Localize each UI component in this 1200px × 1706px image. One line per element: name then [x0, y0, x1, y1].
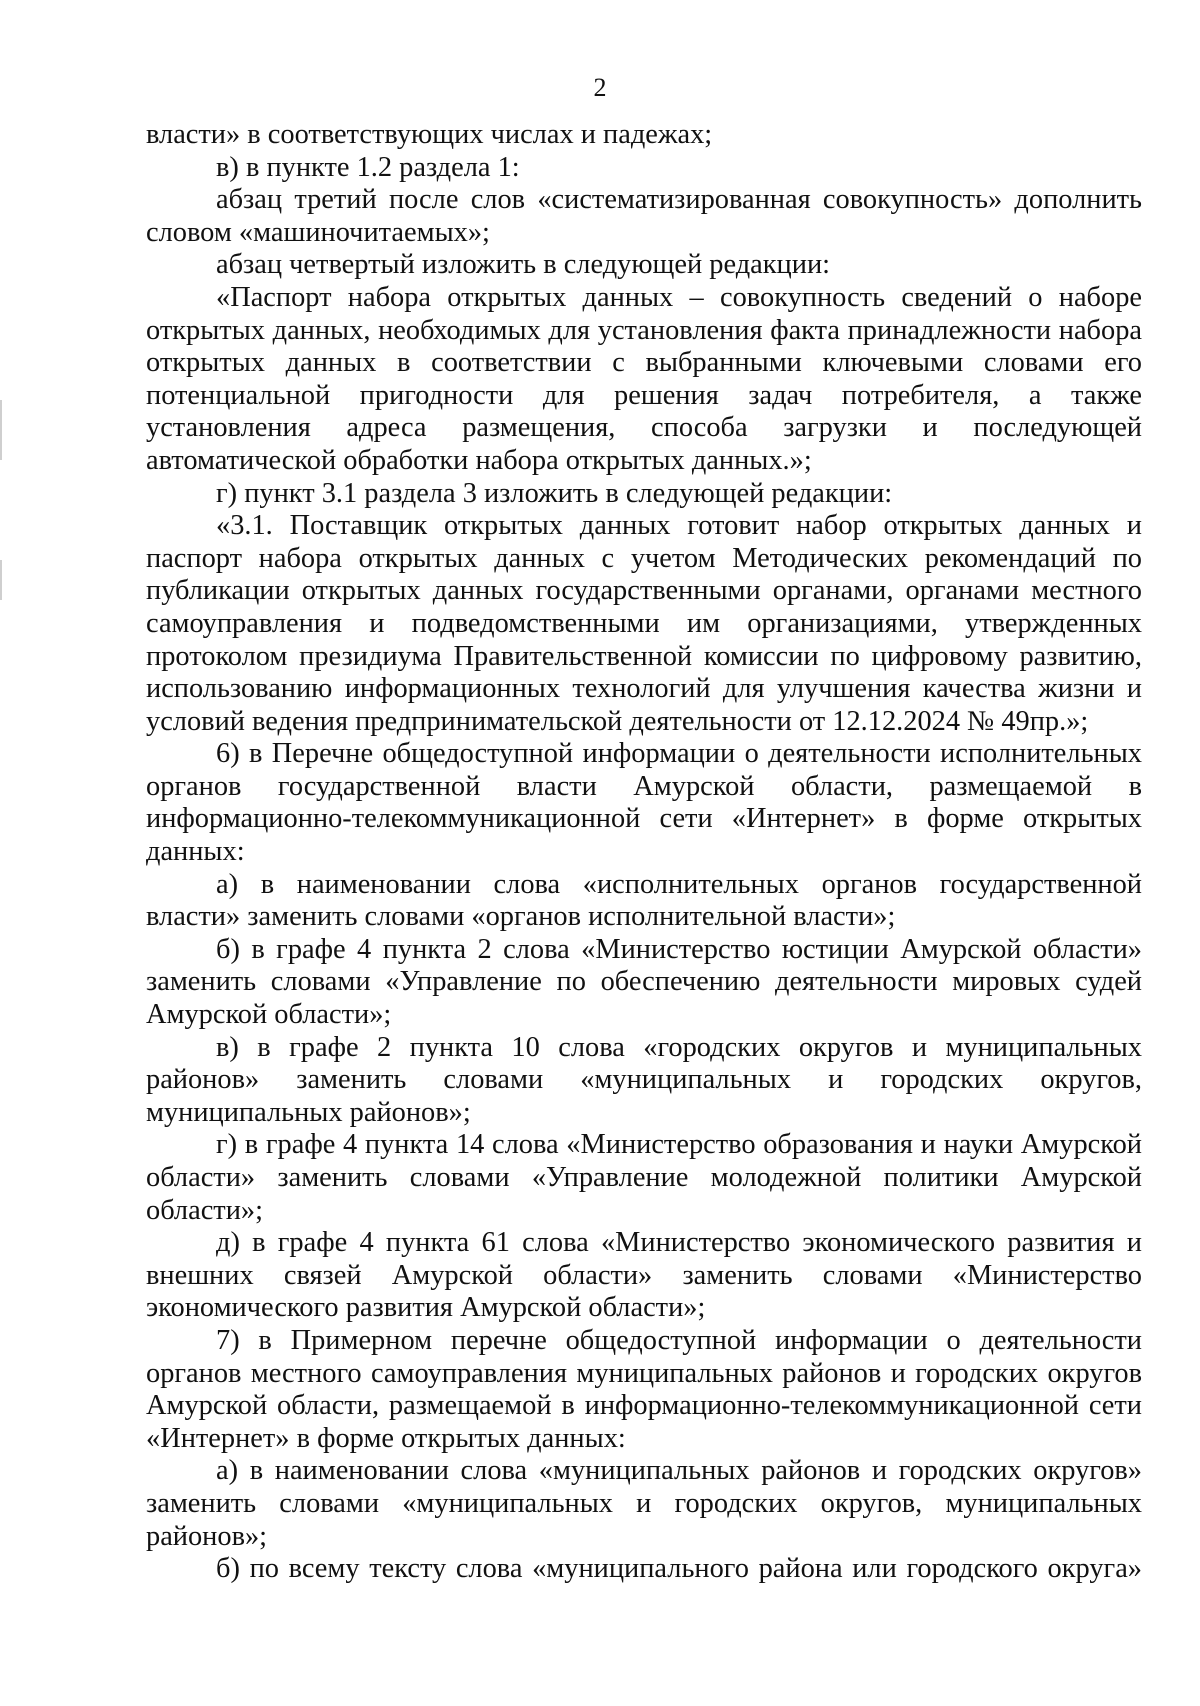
paragraph: а) в наименовании слова «муниципальных районов и городских округов» заменить словами «муниципальных и городских округов, муниципальных районов»;: [146, 1455, 1142, 1552]
page-number: 2: [593, 73, 607, 102]
paragraph: г) пункт 3.1 раздела 3 изложить в следующей редакции:: [216, 477, 893, 509]
paragraph: абзац третий после слов «систематизированная совокупность» дополнить словом «машиночитаемых»;: [146, 184, 1142, 248]
paragraph: в) в пункте 1.2 раздела 1:: [216, 151, 520, 183]
paragraph: г) в графе 4 пункта 14 слова «Министерство образования и науки Амурской области» заменить словами «Управление молодежной политики Амурской области»;: [146, 1129, 1142, 1226]
paragraph: 6) в Перечне общедоступной информации о деятельности исполнительных органов государственной власти Амурской области, размещаемой в информационно-телекоммуникационной сети «Интернет» в форме открытых данных:: [146, 738, 1142, 868]
scan-edge-mark: [0, 400, 2, 460]
paragraph: в) в графе 2 пункта 10 слова «городских округов и муниципальных районов» заменить словами «муниципальных и городских округов, муниципальных районов»;: [146, 1031, 1142, 1128]
paragraph: власти» в соответствующих числах и падежах;: [146, 119, 713, 150]
document-body: [146, 119, 1142, 1586]
paragraph: «3.1. Поставщик открытых данных готовит набор открытых данных и паспорт набора открытых данных с учетом Методических рекомендаций по публикации открытых данных государственными органами, органами местного самоуправления и подведомственными им организациями, утвержденных протоколом президиума Правительственной комиссии по цифровому развитию, использованию информационных технологий для улучшения качества жизни и условий ведения предпринимательской деятельности от 12.12.2024 № 49пр.»;: [146, 510, 1142, 737]
paragraph: абзац четвертый изложить в следующей редакции:: [216, 249, 831, 281]
paragraph: б) по всему тексту слова «муниципального района или городского округа»: [216, 1553, 1142, 1585]
scan-edge-mark: [0, 560, 2, 600]
paragraph: а) в наименовании слова «исполнительных органов государственной власти» заменить словами «органов исполнительной власти»;: [146, 868, 1142, 933]
paragraph: б) в графе 4 пункта 2 слова «Министерство юстиции Амурской области» заменить словами «Управление по обеспечению деятельности мировых судей Амурской области»;: [146, 933, 1142, 1031]
paragraph: «Паспорт набора открытых данных – совокупность сведений о наборе открытых данных, необходимых для установления факта принадлежности набора открытых данных в соответствии с выбранными ключевыми словами его потенциальной пригодности для решения задач потребителя, а также установления адреса размещения, способа загрузки и последующей автоматической обработки набора открытых данных.»;: [146, 281, 1142, 476]
paragraph: д) в графе 4 пункта 61 слова «Министерство экономического развития и внешних связей Амурской области» заменить словами «Министерство экономического развития Амурской области»;: [146, 1227, 1142, 1324]
paragraph: 7) в Примерном перечне общедоступной информации о деятельности органов местного самоуправления муниципальных районов и городских округов Амурской области, размещаемой в информационно-телекоммуникационной сети «Интернет» в форме открытых данных:: [146, 1324, 1142, 1454]
